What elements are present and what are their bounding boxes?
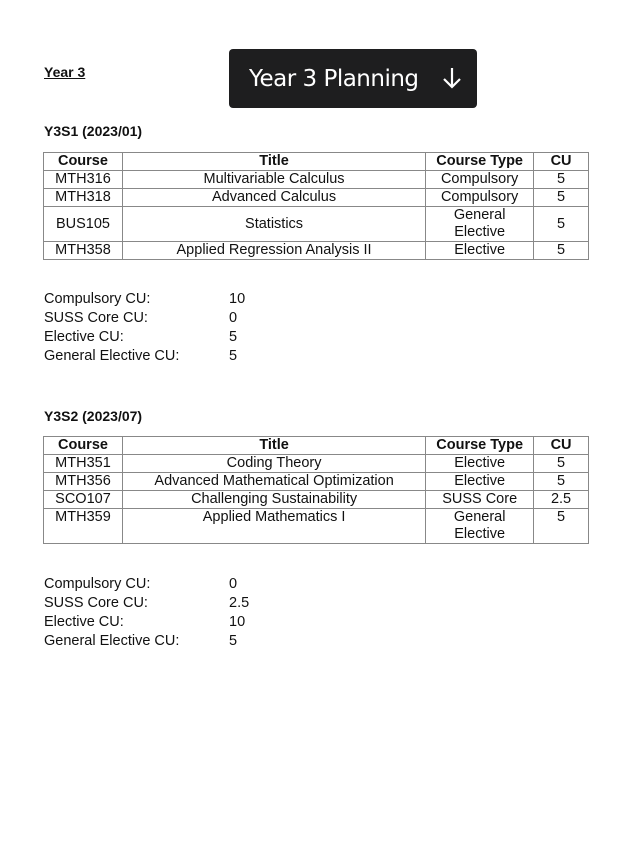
table-row: [44, 473, 589, 491]
summary-value: 0: [229, 576, 238, 592]
course-cu: 5: [534, 455, 589, 473]
column-header-course: Course: [44, 437, 123, 455]
year-label: Year 3: [44, 64, 86, 80]
column-header-course-type: Course Type: [426, 437, 534, 455]
course-cu: 5: [534, 171, 589, 189]
summary-value: 5: [229, 348, 238, 364]
course-type-line: General: [453, 207, 506, 223]
course-cu: 5: [534, 207, 589, 242]
course-title: Challenging Sustainability: [122, 491, 425, 509]
course-type: Compulsory: [426, 171, 534, 189]
year-planning-banner: [229, 49, 477, 108]
column-header-course: Course: [44, 153, 123, 171]
summary-row: [44, 347, 245, 366]
course-code: BUS105: [44, 207, 123, 242]
course-cu: 5: [534, 509, 589, 544]
table-row: [44, 207, 589, 242]
column-header-title: Title: [122, 153, 425, 171]
course-cu: 5: [534, 189, 589, 207]
course-type: Elective: [426, 473, 534, 491]
summary-row: [44, 290, 245, 309]
course-cu: 2.5: [534, 491, 589, 509]
summary-value: 5: [229, 633, 238, 649]
summary-row: [44, 309, 245, 328]
column-header-title: Title: [122, 437, 425, 455]
course-title: Multivariable Calculus: [122, 171, 425, 189]
course-type-line: Elective: [454, 224, 506, 240]
semester-1-summary: [44, 290, 245, 366]
course-cu: 5: [534, 242, 589, 260]
course-code: MTH359: [44, 509, 123, 544]
summary-value: 2.5: [229, 595, 250, 611]
course-code: MTH358: [44, 242, 123, 260]
course-code: SCO107: [44, 491, 123, 509]
course-type: Elective: [426, 242, 534, 260]
semester-2-table: [43, 436, 589, 544]
semester-2-summary: [44, 575, 249, 651]
course-title: Statistics: [122, 207, 425, 242]
course-type-line: Elective: [454, 526, 506, 542]
summary-value: 10: [229, 291, 246, 307]
table-row: [44, 171, 589, 189]
summary-value: 5: [229, 329, 238, 345]
table-row: [44, 189, 589, 207]
table-row: [44, 491, 589, 509]
course-code: MTH356: [44, 473, 123, 491]
course-cu: 5: [534, 473, 589, 491]
table-header: [44, 437, 589, 455]
course-code: MTH351: [44, 455, 123, 473]
summary-label: Elective CU:: [44, 614, 124, 630]
summary-label: General Elective CU:: [44, 348, 180, 364]
course-type: [426, 509, 534, 544]
course-title: Applied Regression Analysis II: [122, 242, 425, 260]
course-type: SUSS Core: [426, 491, 534, 509]
course-type: Elective: [426, 455, 534, 473]
summary-row: [44, 632, 249, 651]
semester-2-heading: Y3S2 (2023/07): [44, 408, 143, 424]
course-type: Compulsory: [426, 189, 534, 207]
semester-1-table: [43, 152, 589, 260]
column-header-cu: CU: [534, 153, 589, 171]
column-header-course-type: Course Type: [426, 153, 534, 171]
banner-title: Year 3 Planning: [249, 65, 419, 92]
course-code: MTH318: [44, 189, 123, 207]
summary-label: Elective CU:: [44, 329, 124, 345]
summary-value: 0: [229, 310, 238, 326]
summary-label: SUSS Core CU:: [44, 595, 148, 611]
summary-value: 10: [229, 614, 246, 630]
table-header: [44, 153, 589, 171]
course-type-line: General: [453, 509, 506, 525]
table-row: [44, 455, 589, 473]
summary-label: Compulsory CU:: [44, 291, 151, 307]
summary-label: SUSS Core CU:: [44, 310, 148, 326]
summary-row: [44, 613, 249, 632]
summary-row: [44, 594, 249, 613]
course-title: Coding Theory: [122, 455, 425, 473]
course-title: Advanced Calculus: [122, 189, 425, 207]
table-row: [44, 242, 589, 260]
course-type: [426, 207, 534, 242]
column-header-cu: CU: [534, 437, 589, 455]
summary-label: Compulsory CU:: [44, 576, 151, 592]
summary-label: General Elective CU:: [44, 633, 180, 649]
summary-row: [44, 575, 249, 594]
semester-1-heading: Y3S1 (2023/01): [44, 123, 143, 139]
summary-row: [44, 328, 245, 347]
arrow-down-icon: [441, 63, 463, 93]
course-code: MTH316: [44, 171, 123, 189]
course-title: Applied Mathematics I: [122, 509, 425, 544]
course-title: Advanced Mathematical Optimization: [122, 473, 425, 491]
table-row: [44, 509, 589, 544]
